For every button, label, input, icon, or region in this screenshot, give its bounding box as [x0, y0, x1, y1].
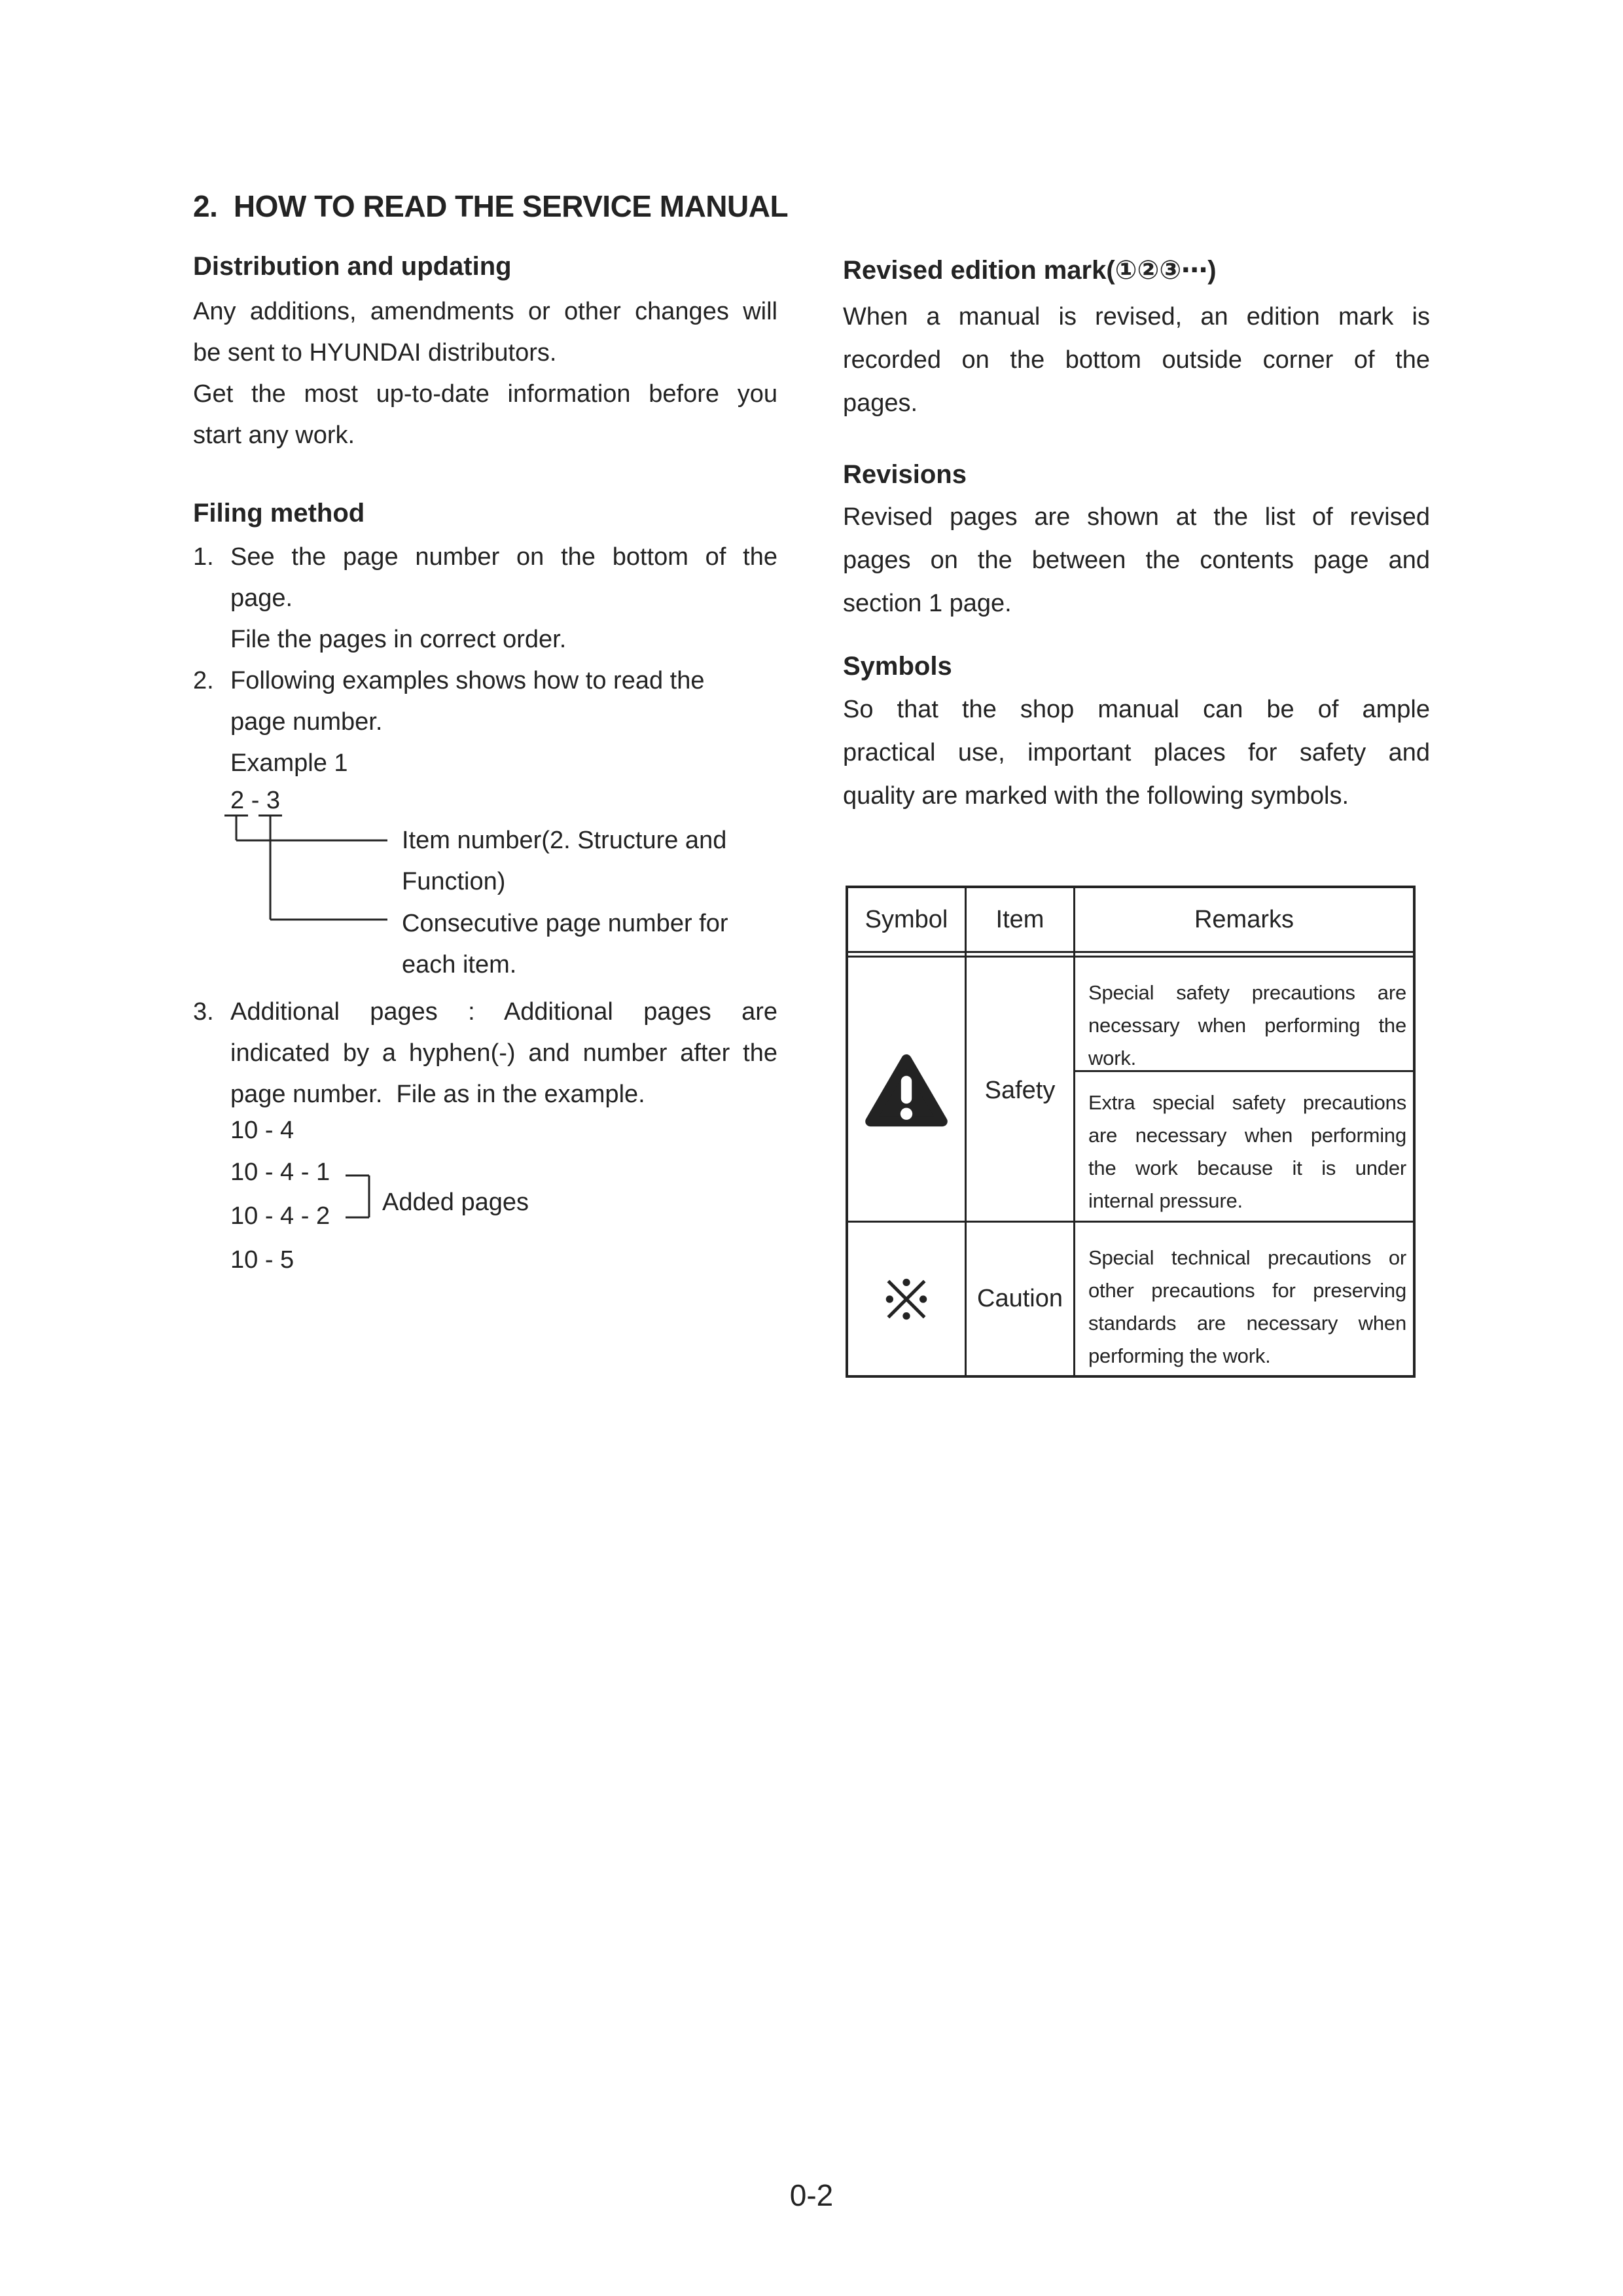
table-header-rule [848, 956, 1413, 958]
symbols-heading: Symbols [843, 652, 952, 681]
reference-mark-icon [880, 1272, 933, 1326]
table-header-remarks: Remarks [1194, 905, 1294, 933]
paragraph-line: recorded on the bottom outside corner of the [843, 346, 1430, 374]
paragraph-line: start any work. [193, 422, 355, 449]
paragraph-line: So that the shop manual can be of ample [843, 696, 1430, 723]
diagram-label-consecutive: Consecutive page number for [402, 910, 728, 937]
remark-line: internal pressure. [1088, 1189, 1243, 1212]
diagram-label-item-number: Item number(2. Structure and [402, 827, 727, 854]
added-pages-label: Added pages [382, 1189, 529, 1216]
paragraph-line: When a manual is revised, an edition mark is [843, 303, 1430, 331]
page-list-entry: 10 - 5 [230, 1246, 294, 1274]
example-label: Example 1 [230, 749, 348, 777]
safety-item-label: Safety [984, 1076, 1056, 1104]
diagram-label-consecutive: each item. [402, 951, 517, 978]
paragraph-line: quality are marked with the following symbols. [843, 782, 1349, 810]
caution-symbol-cell [848, 1223, 965, 1375]
list-line: page number. [230, 708, 383, 736]
safety-symbol-cell [848, 960, 965, 1221]
revised-edition-heading: Revised edition mark(①②③⋯) [843, 256, 1217, 285]
revisions-paragraph [843, 495, 1430, 625]
table-header-rule [848, 951, 1413, 953]
safety-remark-1 [1088, 977, 1406, 1075]
list-number: 2. [193, 667, 214, 694]
warning-triangle-icon [865, 1053, 948, 1128]
paragraph-line: pages on the between the contents page and [843, 547, 1430, 574]
remark-line: work. [1088, 1047, 1137, 1069]
list-line: Following examples shows how to read the [230, 667, 705, 694]
paragraph-line: Revised pages are shown at the list of revised [843, 503, 1430, 531]
paragraph-line: Any additions, amendments or other changes will [193, 298, 777, 325]
paragraph-line: practical use, important places for safety and [843, 739, 1430, 766]
page-number-diagram-lines [183, 812, 393, 926]
filing-item-3 [193, 992, 777, 1115]
list-line: Additional pages : Additional pages are [230, 998, 777, 1026]
remark-line: standards are necessary when [1088, 1312, 1406, 1335]
caution-item-label: Caution [977, 1285, 1063, 1312]
distribution-paragraph [193, 291, 777, 456]
example-page-number: 2 - 3 [230, 787, 281, 814]
filing-item-2 [193, 660, 777, 743]
remark-line: necessary when performing the [1088, 1014, 1406, 1037]
paragraph-line: section 1 page. [843, 590, 1012, 617]
list-number: 3. [193, 998, 214, 1026]
remark-line: Special technical precautions or [1088, 1246, 1406, 1269]
table-header-item: Item [995, 905, 1044, 933]
revisions-heading: Revisions [843, 460, 967, 489]
list-line: page number. File as in the example. [230, 1081, 645, 1108]
remark-line: other precautions for preserving [1088, 1279, 1406, 1302]
footer-page-number: 0-2 [789, 2178, 834, 2212]
table-column-divider [1073, 888, 1075, 1375]
paragraph-line: Get the most up-to-date information before you [193, 380, 777, 408]
remark-line: Extra special safety precautions [1088, 1091, 1406, 1114]
remark-line: Special safety precautions are [1088, 981, 1406, 1004]
list-line: See the page number on the bottom of the [230, 543, 777, 571]
safety-remark-2 [1088, 1086, 1406, 1217]
symbols-table [846, 886, 1416, 1378]
remark-line: performing the work. [1088, 1344, 1271, 1367]
list-line: File the pages in correct order. [230, 626, 567, 653]
distribution-heading: Distribution and updating [193, 252, 512, 281]
diagram-label-item-number: Function) [402, 868, 506, 895]
revised-edition-paragraph [843, 295, 1430, 425]
remark-line: the work because it is under [1088, 1157, 1406, 1179]
page-list-entry: 10 - 4 - 1 [230, 1158, 330, 1186]
paragraph-line: be sent to HYUNDAI distributors. [193, 339, 557, 367]
page-title: 2. HOW TO READ THE SERVICE MANUAL [193, 189, 789, 223]
paragraph-line: pages. [843, 389, 918, 417]
list-line: indicated by a hyphen(-) and number after the [230, 1039, 777, 1067]
list-line: page. [230, 584, 293, 612]
table-header-symbol: Symbol [865, 905, 948, 933]
page-list-entry: 10 - 4 - 2 [230, 1202, 330, 1230]
symbols-paragraph [843, 688, 1430, 817]
filing-heading: Filing method [193, 499, 365, 528]
filing-item-1 [193, 537, 777, 660]
list-number: 1. [193, 543, 214, 571]
remark-line: are necessary when performing [1088, 1124, 1406, 1147]
added-pages-bracket [340, 1172, 387, 1224]
caution-remark [1088, 1242, 1406, 1372]
page-list-entry: 10 - 4 [230, 1117, 294, 1144]
